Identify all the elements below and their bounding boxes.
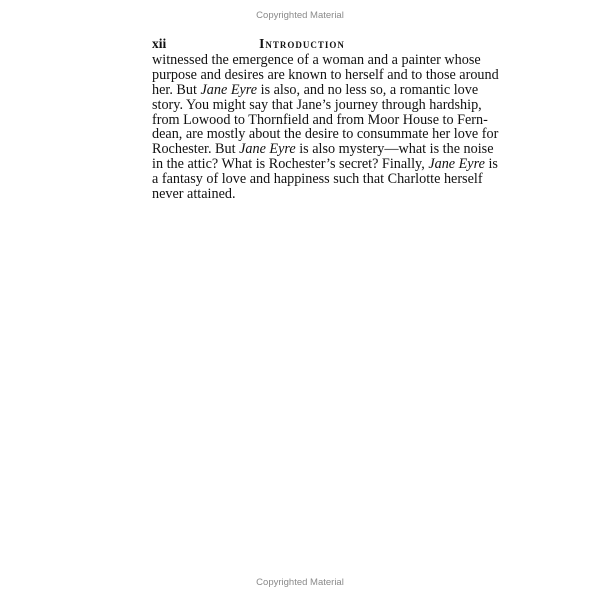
copyright-watermark-top: Copyrighted Material [256, 10, 344, 21]
italic-title: Jane Eyre [428, 156, 485, 173]
text-run: never attained. [152, 186, 236, 203]
text-line [152, 171, 483, 188]
text-line [152, 111, 488, 128]
running-head: Introduction [259, 36, 345, 51]
text-line [152, 81, 479, 98]
text-line [152, 126, 499, 143]
text-run: her. But [152, 81, 201, 98]
text-run: Rochester. But [152, 141, 240, 158]
page-number: xii [152, 36, 167, 51]
text-run: dean, are mostly about the desire to consummate her love for [152, 126, 499, 143]
text-run: in the attic? What is Rochester’s secret? Finally, [152, 156, 429, 173]
text-run: witnessed the emergence of a woman and a painter whose [152, 52, 481, 68]
italic-title: Jane Eyre [239, 141, 296, 158]
text-line [152, 96, 482, 113]
text-line [152, 66, 499, 83]
text-run: a fantasy of love and happiness such that Charlotte herself [152, 171, 483, 188]
page-header [152, 36, 452, 52]
text-line [152, 52, 481, 68]
text-run: purpose and desires are known to herself and to those around [152, 66, 499, 83]
italic-title: Jane Eyre [200, 81, 258, 98]
copyright-watermark-bottom: Copyrighted Material [256, 577, 344, 588]
body-text [152, 52, 499, 203]
text-run: is also mystery—what is the noise [295, 141, 494, 158]
text-line [152, 187, 452, 202]
text-line [152, 156, 498, 173]
text-run: from Lowood to Thornfield and from Moor House to Fern- [152, 111, 488, 128]
text-line [152, 141, 494, 158]
text-run: is also, and no less so, a romantic love [257, 81, 479, 98]
text-run: is [484, 156, 498, 173]
text-run: story. You might say that Jane’s journey through hardship, [152, 96, 482, 113]
